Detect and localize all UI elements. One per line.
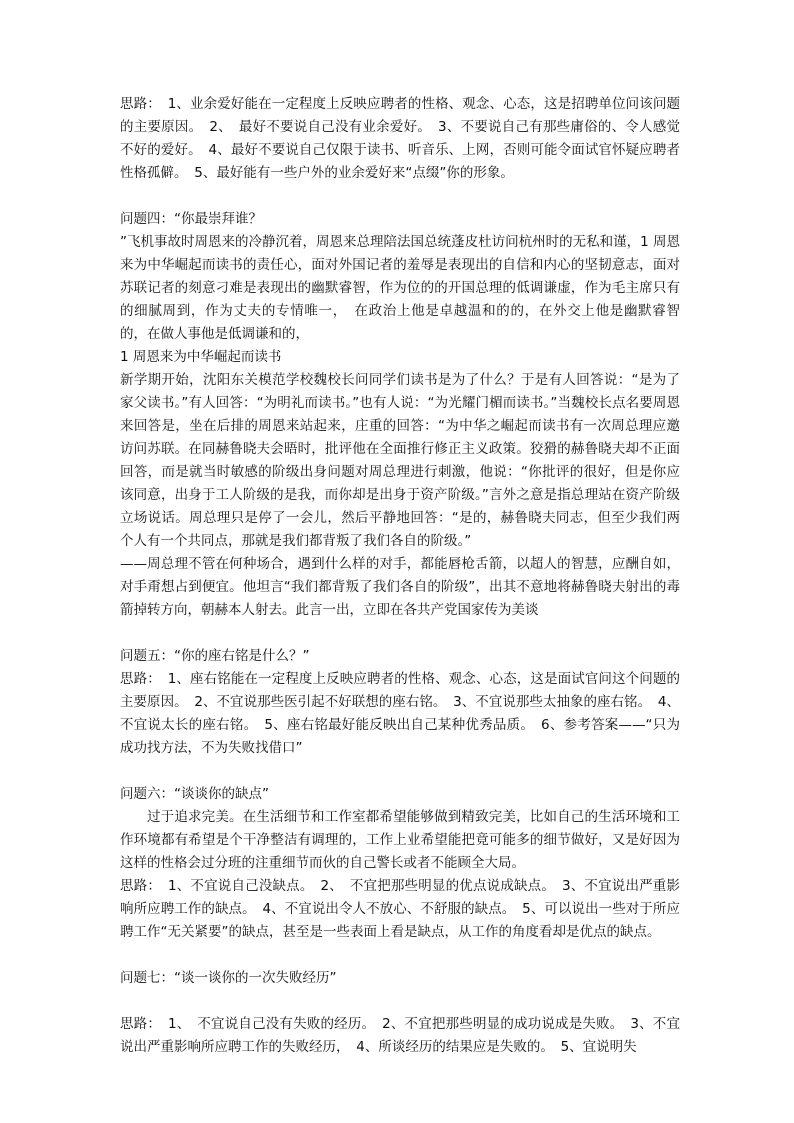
spacer	[120, 622, 680, 645]
question-seven-answer: 思路： 1、 不宜说自己没有失败的经历。 2、不宜把那些明显的成功说成是失败。 3、不宜说出严重影响所应聘工作的失败经历， 4、所谈经历的结果应是失败的。 5、宜说明失	[120, 1016, 680, 1055]
question-five-title: 问题五：“你的座右铭是什么？”	[120, 648, 310, 664]
question-four-paragraph-2: 1 周恩来为中华崛起而读书	[120, 349, 282, 365]
question-four-paragraph-4: ——周总理不管在何种场合，遇到什么样的对手，都能唇枪舌箭，以超人的智慧，应酬自如，对手甭想占到便宜。他坦言“我们都背叛了我们各自的阶级”，出其不意地将赫鲁晓夫射出的毒箭掉转方向，朝赫本人射去。此言一出，立即在各共产党国家传为美谈	[120, 556, 680, 618]
hobby-answer-paragraph: 思路： 1、业余爱好能在一定程度上反映应聘者的性格、观念、心态，这是招聘单位问该问题的主要原因。 2、 最好不要说自己没有业余爱好。 3、不要说自己有那些庸俗的、令人感觉不好的爱好。 4、最好不要说自己仅限于读书、听音乐、上网，否则可能令面试官怀疑应聘者性格孤僻。 5、最好能有一些户外的业余爱好来“点缀”你的形象。	[120, 96, 680, 181]
spacer	[120, 990, 680, 1013]
question-four-paragraph-1: ”飞机事故时周恩来的冷静沉着，周恩来总理陪法国总统蓬皮杜访问杭州时的无私和谨，1 周恩来为中华崛起而读书的责任心，面对外国记者的羞辱是表现出的自信和内心的坚韧意志，面对苏联记者的刻意刁难是表现出的幽默睿智，作为位的的开国总理的低调谦虚，作为毛主席只有的细腻周到，作为丈夫的专情唯一， 在政治上他是卓越温和的的，在外交上他是幽默睿智的，在做人事他是低调谦和的，	[120, 234, 680, 342]
question-six-title: 问题六：“谈谈你的缺点”	[120, 786, 269, 802]
question-six-paragraph: 过于追求完美。在生活细节和工作室都希望能够做到精致完美，比如自己的生活环境和工作环境都有希望是个干净整洁有调理的，工作上业希望能把竟可能多的细节做好，又是好因为这样的性格会过分班的注重细节而伙的自己警长或者不能顾全大局。	[120, 809, 680, 871]
spacer	[120, 185, 680, 208]
question-four-title: 问题四：“你最崇拜谁？	[120, 211, 262, 227]
spacer	[120, 944, 680, 967]
question-six-answer: 思路： 1、不宜说自己没缺点。 2、 不宜把那些明显的优点说成缺点。 3、不宜说出严重影响所应聘工作的缺点。 4、不宜说出令人不放心、不舒服的缺点。 5、可以说出一些对于所应聘工作“无关紧要”的缺点，甚至是一些表面上看是缺点，从工作的角度看却是优点的缺点。	[120, 878, 680, 940]
question-five-answer: 思路： 1、座右铭能在一定程度上反映应聘者的性格、观念、心态，这是面试官问这个问题的主要原因。 2、不宜说那些医引起不好联想的座右铭。 3、不宜说那些太抽象的座右铭。 4、不宜说太长的座右铭。 5、座右铭最好能反映出自己某种优秀品质。 6、参考答案——“只为成功找方法，不为失败找借口”	[120, 671, 680, 756]
spacer	[120, 760, 680, 783]
question-four-paragraph-3: 新学期开始，沈阳东关模范学校魏校长问同学们读书是为了什么？于是有人回答说：“是为了家父读书。”有人回答：“为明礼而读书。”也有人说：“为光耀门楣而读书。”当魏校长点名要周恩来回答是，坐在后排的周恩来站起来，庄重的回答：“为中华之崛起而读书有一次周总理应邀访问苏联。在同赫鲁晓夫会晤时，批评他在全面推行修正主义政策。狡猾的赫鲁晓夫却不正面回答，而是就当时敏感的阶级出身问题对周总理进行刺激，他说：“你批评的很好，但是你应该同意，出身于工人阶级的是我，而你却是出身于资产阶级。”言外之意是指总理站在资产阶级立场说话。周总理只是停了一会儿，然后平静地回答：“是的，赫鲁晓夫同志，但至少我们两个人有一个共同点，那就是我们都背叛了我们各自的阶级。”	[120, 372, 680, 549]
question-seven-title: 问题七：“谈一谈你的一次失败经历”	[120, 970, 337, 986]
document-page	[120, 93, 680, 1059]
